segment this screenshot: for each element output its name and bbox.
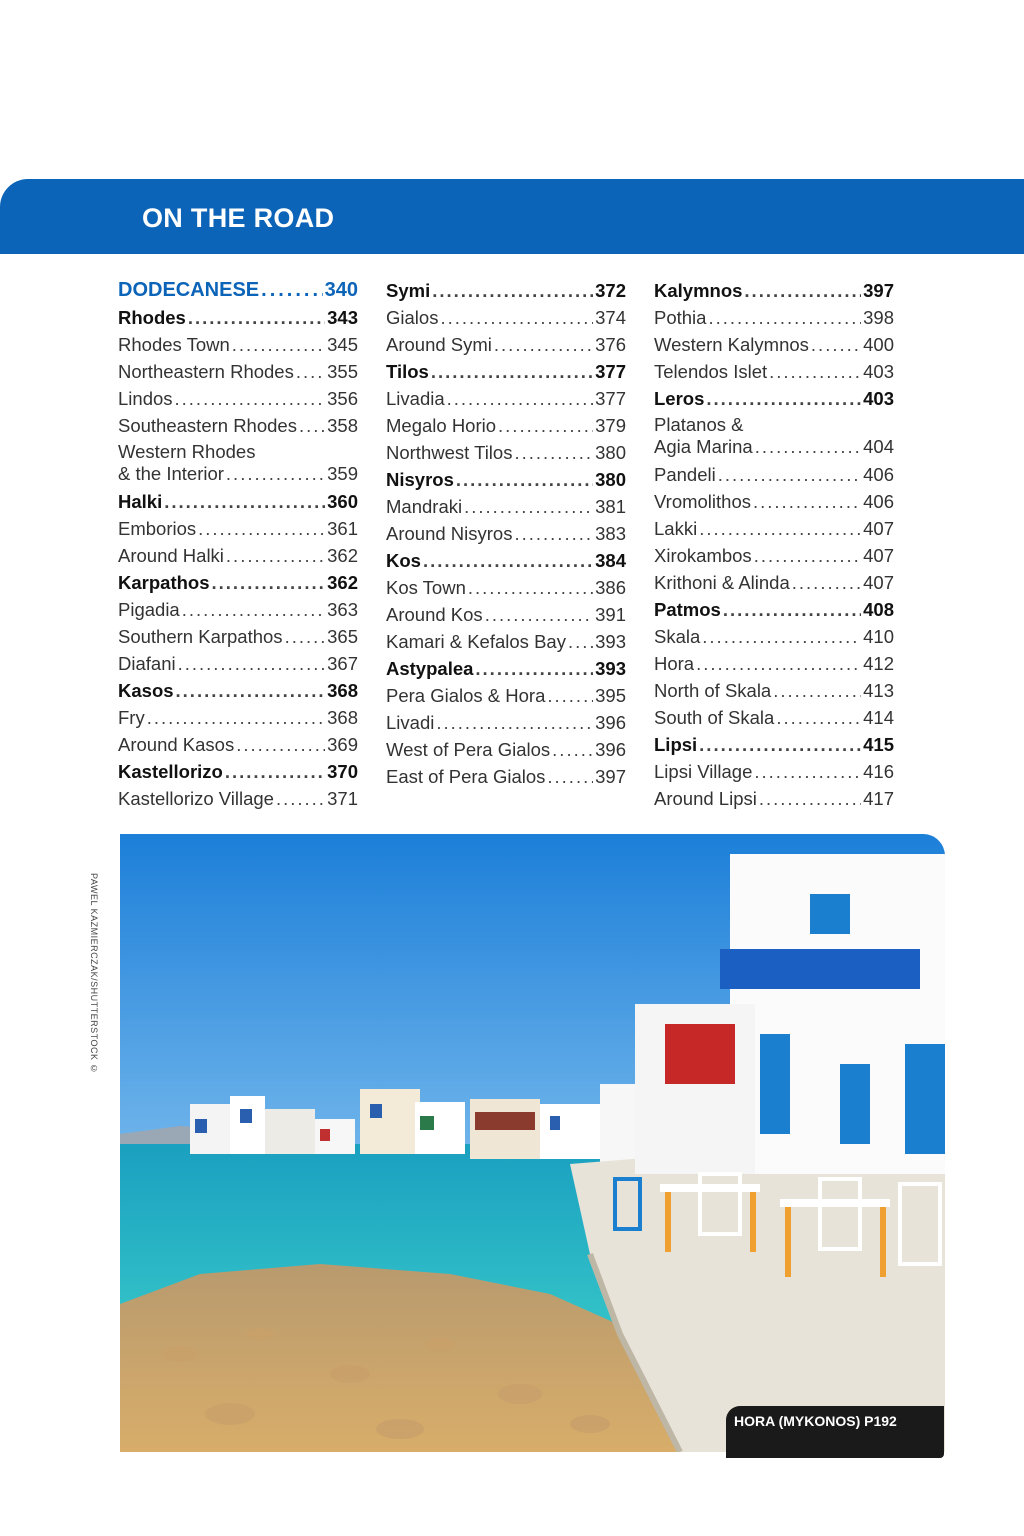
leader-dots — [440, 304, 593, 331]
toc-entry-page: 407 — [863, 518, 894, 539]
toc-entry-page: 417 — [863, 788, 894, 809]
toc-entry — [654, 596, 894, 623]
toc-entry-name: Karpathos — [118, 572, 210, 593]
toc-entry — [118, 569, 358, 596]
toc-entry-page: 413 — [863, 680, 894, 701]
toc-entry-page: 355 — [327, 361, 358, 382]
leader-dots — [792, 569, 861, 596]
toc-entry-name: Mandraki — [386, 496, 463, 517]
leader-dots — [514, 520, 593, 547]
toc-entry-name: Platanos & — [654, 414, 744, 435]
leader-dots — [498, 412, 593, 439]
toc-entry-page: 397 — [595, 766, 626, 787]
toc-entry-page: 368 — [327, 680, 358, 701]
leader-dots — [699, 515, 861, 542]
toc-entry-page: 369 — [327, 734, 358, 755]
toc-entry-page: 384 — [595, 550, 626, 571]
photo-credit: PAWEL KAZMIERCZAK/SHUTTERSTOCK © — [89, 873, 99, 1075]
toc-entry-page: 406 — [863, 464, 894, 485]
toc-entry — [386, 493, 626, 520]
toc-entry-name: West of Pera Gialos — [386, 739, 551, 760]
toc-entry-page: 412 — [863, 653, 894, 674]
toc-entry-name-cont: & the Interior — [118, 463, 224, 484]
leader-dots — [696, 650, 861, 677]
leader-dots — [755, 436, 861, 458]
toc-entry-name: Xirokambos — [654, 545, 752, 566]
toc-entry-page: 343 — [327, 307, 358, 328]
leader-dots — [147, 704, 325, 731]
page-title: ON THE ROAD — [142, 203, 335, 233]
toc-entry-name: Kos Town — [386, 577, 466, 598]
leader-dots — [811, 331, 861, 358]
toc-entry — [386, 628, 626, 655]
toc-entry-page: 374 — [595, 307, 626, 328]
toc-entry — [654, 277, 894, 304]
toc-entry-page: 380 — [595, 469, 626, 490]
toc-entry-name: Gialos — [386, 307, 439, 328]
toc-entry — [654, 704, 894, 731]
leader-dots — [261, 277, 322, 304]
toc-entry-name: Pigadia — [118, 599, 180, 620]
toc-entry-name: Southeastern Rhodes — [118, 415, 297, 436]
toc-entry-page: 371 — [327, 788, 358, 809]
toc-entry-name: Telendos Islet — [654, 361, 768, 382]
leader-dots — [475, 655, 593, 682]
leader-dots — [226, 542, 325, 569]
toc-entry-page: 393 — [595, 631, 626, 652]
toc-entry — [654, 542, 894, 569]
toc-entry-name: Southern Karpathos — [118, 626, 283, 647]
leader-dots — [776, 704, 861, 731]
toc-entry-page: 377 — [595, 388, 626, 409]
leader-dots — [276, 785, 325, 812]
toc-entry-name: Pandeli — [654, 464, 716, 485]
toc-entry — [386, 277, 626, 304]
leader-dots — [182, 596, 325, 623]
toc-entry-name: Hora — [654, 653, 695, 674]
toc-entry — [654, 650, 894, 677]
toc-entry-name: Around Halki — [118, 545, 224, 566]
leader-dots — [226, 463, 325, 485]
toc-entry-page: 361 — [327, 518, 358, 539]
toc-entry-name: DODECANESE — [118, 279, 260, 301]
toc-entry — [654, 677, 894, 704]
leader-dots — [468, 574, 593, 601]
toc-entry — [386, 385, 626, 412]
toc-entry — [386, 763, 626, 790]
toc-entry — [654, 785, 894, 812]
leader-dots — [296, 358, 325, 385]
leader-dots — [225, 758, 325, 785]
toc-entry-page: 360 — [327, 491, 358, 512]
toc-entry-page: 403 — [863, 361, 894, 382]
toc-entry-name: South of Skala — [654, 707, 775, 728]
toc-entry-name: Halki — [118, 491, 163, 512]
toc-column-1 — [118, 277, 358, 812]
toc-entry-page: 406 — [863, 491, 894, 512]
leader-dots — [175, 385, 326, 412]
leader-dots — [456, 466, 593, 493]
leader-dots — [759, 785, 861, 812]
toc-entry-page: 416 — [863, 761, 894, 782]
toc-entry — [386, 709, 626, 736]
toc-entry — [386, 466, 626, 493]
toc-entry-page: 410 — [863, 626, 894, 647]
toc-entry — [386, 304, 626, 331]
toc-entry-name: Around Lipsi — [654, 788, 757, 809]
toc-entry — [654, 731, 894, 758]
leader-dots — [212, 569, 326, 596]
toc-entry-page: 380 — [595, 442, 626, 463]
toc-entry-page: 395 — [595, 685, 626, 706]
leader-dots — [547, 763, 593, 790]
toc-entry-page: 356 — [327, 388, 358, 409]
leader-dots — [464, 493, 593, 520]
toc-entry — [118, 385, 358, 412]
toc-entry — [386, 655, 626, 682]
toc-entry — [118, 304, 358, 331]
toc-entry-name: Livadi — [386, 712, 435, 733]
leader-dots — [769, 358, 861, 385]
toc-entry-page: 393 — [595, 658, 626, 679]
toc-entry-name: Pera Gialos & Hora — [386, 685, 546, 706]
toc-entry-page: 403 — [863, 388, 894, 409]
toc-entry — [386, 412, 626, 439]
toc-entry — [386, 331, 626, 358]
toc-entry-name: Patmos — [654, 599, 721, 620]
toc-entry-name: Nisyros — [386, 469, 454, 490]
toc-entry-page: 368 — [327, 707, 358, 728]
leader-dots — [299, 412, 325, 439]
toc-entry-name: Skala — [654, 626, 701, 647]
leader-dots — [164, 488, 325, 515]
toc-entry-page: 340 — [324, 279, 358, 301]
toc-entry-name: Rhodes Town — [118, 334, 230, 355]
mykonos-photo — [120, 834, 945, 1452]
toc-entry-page: 377 — [595, 361, 626, 382]
toc-entry — [118, 731, 358, 758]
toc-entry-name: Tilos — [386, 361, 429, 382]
toc-entry-name: Megalo Horio — [386, 415, 497, 436]
leader-dots — [198, 515, 325, 542]
toc-entry — [118, 488, 358, 515]
leader-dots — [754, 542, 861, 569]
toc-entry-page: 414 — [863, 707, 894, 728]
toc-entry-name: Around Symi — [386, 334, 492, 355]
toc-entry-name: Lakki — [654, 518, 698, 539]
toc-entry — [654, 385, 894, 412]
toc-entry-name: Northwest Tilos — [386, 442, 513, 463]
toc-entry-name: Symi — [386, 280, 431, 301]
toc-entry — [386, 358, 626, 385]
toc-entry-name: Pothia — [654, 307, 707, 328]
toc-entry — [118, 277, 358, 304]
toc-entry — [118, 542, 358, 569]
toc-entry-page: 396 — [595, 739, 626, 760]
toc-entry — [386, 520, 626, 547]
toc-entry — [118, 785, 358, 812]
toc-entry — [386, 601, 626, 628]
toc-entry-name: Diafani — [118, 653, 176, 674]
toc-entry — [654, 414, 894, 458]
leader-dots — [744, 277, 861, 304]
photo-caption: HORA (MYKONOS) P192 — [726, 1406, 944, 1458]
toc-entry-page: 386 — [595, 577, 626, 598]
leader-dots — [702, 623, 861, 650]
leader-dots — [236, 731, 325, 758]
toc-entry-name: Western Rhodes — [118, 441, 256, 462]
leader-dots — [494, 331, 593, 358]
leader-dots — [447, 385, 593, 412]
toc-entry-name: Fry — [118, 707, 145, 728]
toc-column-2 — [386, 277, 626, 790]
toc-entry — [386, 574, 626, 601]
toc-column-3 — [654, 277, 894, 812]
toc-entry — [118, 677, 358, 704]
leader-dots — [232, 331, 325, 358]
toc-entry — [654, 358, 894, 385]
leader-dots — [178, 650, 326, 677]
toc-entry — [654, 461, 894, 488]
leader-dots — [773, 677, 861, 704]
toc-entry — [654, 758, 894, 785]
toc-entry — [118, 331, 358, 358]
toc-entry-name: Lipsi — [654, 734, 698, 755]
toc-entry-name: Rhodes — [118, 307, 186, 328]
toc-entry-name: Northeastern Rhodes — [118, 361, 294, 382]
toc-entry-name: Kalymnos — [654, 280, 743, 301]
leader-dots — [723, 596, 861, 623]
toc-entry-name: East of Pera Gialos — [386, 766, 546, 787]
toc-entry — [118, 758, 358, 785]
toc-entry — [118, 441, 358, 485]
leader-dots — [431, 358, 593, 385]
toc-entry-page: 358 — [327, 415, 358, 436]
toc-entry-name: North of Skala — [654, 680, 772, 701]
toc-entry-name: Kastellorizo Village — [118, 788, 274, 809]
leader-dots — [568, 628, 593, 655]
toc-entry-page: 415 — [863, 734, 894, 755]
leader-dots — [285, 623, 326, 650]
toc-entry — [118, 623, 358, 650]
toc-entry-page: 407 — [863, 545, 894, 566]
toc-entry — [386, 682, 626, 709]
leader-dots — [708, 304, 861, 331]
toc-entry — [118, 358, 358, 385]
toc-entry — [118, 515, 358, 542]
leader-dots — [547, 682, 593, 709]
leader-dots — [436, 709, 593, 736]
toc-entry-page: 359 — [327, 463, 358, 484]
leader-dots — [176, 677, 326, 704]
toc-entry-name: Lindos — [118, 388, 173, 409]
toc-entry-name: Around Kasos — [118, 734, 235, 755]
leader-dots — [754, 758, 861, 785]
toc-entry — [654, 488, 894, 515]
toc-entry-page: 404 — [863, 436, 894, 457]
toc-entry-page: 408 — [863, 599, 894, 620]
toc-entry — [654, 331, 894, 358]
toc-entry-page: 367 — [327, 653, 358, 674]
toc-entry-page: 365 — [327, 626, 358, 647]
toc-entry-page: 376 — [595, 334, 626, 355]
toc-entry — [118, 596, 358, 623]
toc-entry-name: Vromolithos — [654, 491, 751, 512]
toc-entry — [118, 412, 358, 439]
toc-entry-page: 381 — [595, 496, 626, 517]
leader-dots — [753, 488, 861, 515]
leader-dots — [514, 439, 593, 466]
toc-entry-name: Krithoni & Alinda — [654, 572, 790, 593]
toc-entry-page: 400 — [863, 334, 894, 355]
toc-entry-page: 383 — [595, 523, 626, 544]
leader-dots — [552, 736, 593, 763]
toc-entry-name: Emborios — [118, 518, 197, 539]
toc-entry — [654, 623, 894, 650]
toc-entry-name: Western Kalymnos — [654, 334, 809, 355]
toc-entry-name: Lipsi Village — [654, 761, 753, 782]
toc-entry-name: Kos — [386, 550, 421, 571]
toc-entry-page: 396 — [595, 712, 626, 733]
toc-entry-page: 398 — [863, 307, 894, 328]
leader-dots — [699, 731, 861, 758]
toc-entry-page: 407 — [863, 572, 894, 593]
toc-entry-page: 363 — [327, 599, 358, 620]
toc-entry-page: 379 — [595, 415, 626, 436]
toc-entry — [118, 650, 358, 677]
toc-entry — [386, 547, 626, 574]
toc-entry-name: Leros — [654, 388, 705, 409]
leader-dots — [485, 601, 593, 628]
toc-entry — [386, 736, 626, 763]
toc-entry — [654, 569, 894, 596]
toc-entry-page: 391 — [595, 604, 626, 625]
toc-entry — [654, 304, 894, 331]
toc-entry-name: Around Nisyros — [386, 523, 513, 544]
leader-dots — [432, 277, 593, 304]
toc-entry-name: Kastellorizo — [118, 761, 223, 782]
toc-entry-page: 370 — [327, 761, 358, 782]
toc-entry — [118, 704, 358, 731]
toc-entry-name-cont: Agia Marina — [654, 436, 753, 457]
toc-entry — [654, 515, 894, 542]
toc-entry-page: 397 — [863, 280, 894, 301]
toc-entry-name: Livadia — [386, 388, 445, 409]
toc-entry-name: Kasos — [118, 680, 174, 701]
toc-entry-name: Kamari & Kefalos Bay — [386, 631, 566, 652]
leader-dots — [718, 461, 861, 488]
toc-entry-name: Around Kos — [386, 604, 483, 625]
toc-entry-page: 372 — [595, 280, 626, 301]
leader-dots — [423, 547, 593, 574]
toc-entry-name: Astypalea — [386, 658, 474, 679]
leader-dots — [706, 385, 861, 412]
toc-entry-page: 362 — [327, 572, 358, 593]
toc-entry — [386, 439, 626, 466]
toc-entry-page: 345 — [327, 334, 358, 355]
leader-dots — [188, 304, 325, 331]
toc-entry-page: 362 — [327, 545, 358, 566]
